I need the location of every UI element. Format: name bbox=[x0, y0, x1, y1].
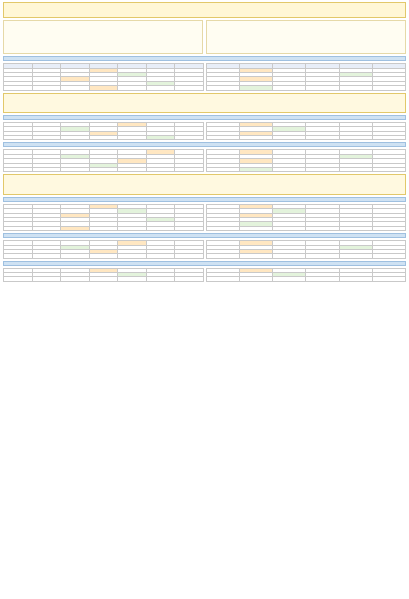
data-table bbox=[206, 268, 407, 282]
right-table-wrap bbox=[206, 63, 407, 90]
intro-line-1 bbox=[7, 6, 402, 10]
table-row bbox=[4, 86, 204, 90]
intro-line-2 bbox=[7, 11, 402, 15]
note-line bbox=[6, 43, 200, 47]
right-table-wrap bbox=[206, 149, 407, 172]
right-table-wrap bbox=[206, 268, 407, 282]
note-line bbox=[209, 23, 403, 27]
table-row bbox=[4, 168, 204, 172]
section-bar bbox=[3, 261, 406, 266]
callout-line bbox=[6, 106, 403, 110]
right-table-wrap bbox=[206, 204, 407, 231]
table-row bbox=[206, 277, 406, 281]
left-table-wrap bbox=[3, 240, 204, 259]
right-table-wrap bbox=[206, 240, 407, 259]
footer-line bbox=[3, 590, 406, 596]
left-table-wrap bbox=[3, 268, 204, 282]
note-line bbox=[209, 27, 403, 31]
note-line bbox=[209, 43, 403, 47]
table-row bbox=[206, 226, 406, 230]
data-table bbox=[3, 149, 204, 172]
section-bar bbox=[3, 56, 406, 61]
notes-block bbox=[3, 20, 406, 54]
note-line bbox=[6, 39, 200, 43]
table-row bbox=[206, 168, 406, 172]
note-line bbox=[209, 31, 403, 35]
table-row-group bbox=[3, 122, 406, 141]
callout-line bbox=[6, 188, 403, 192]
left-table-wrap bbox=[3, 149, 204, 172]
note-line bbox=[6, 48, 200, 52]
data-table bbox=[206, 63, 407, 90]
note-line bbox=[209, 39, 403, 43]
data-table bbox=[206, 122, 407, 141]
note-line bbox=[209, 35, 403, 39]
data-table bbox=[206, 149, 407, 172]
section-bar bbox=[3, 197, 406, 202]
left-table-wrap bbox=[3, 204, 204, 231]
callout-box bbox=[3, 93, 406, 113]
table-row bbox=[4, 254, 204, 258]
notes-left bbox=[3, 20, 203, 54]
data-table bbox=[3, 240, 204, 259]
data-table bbox=[3, 122, 204, 141]
right-table-wrap bbox=[206, 122, 407, 141]
section-bar bbox=[3, 115, 406, 120]
guide-header bbox=[3, 2, 406, 18]
note-line bbox=[6, 23, 200, 27]
data-table bbox=[3, 63, 204, 90]
table-row bbox=[206, 86, 406, 90]
table-row bbox=[4, 226, 204, 230]
table-row bbox=[206, 254, 406, 258]
data-table bbox=[3, 268, 204, 282]
note-line bbox=[209, 48, 403, 52]
callout-box bbox=[3, 174, 406, 194]
note-line bbox=[6, 35, 200, 39]
section-bar bbox=[3, 142, 406, 147]
section-bar bbox=[3, 233, 406, 238]
left-table-wrap bbox=[3, 122, 204, 141]
data-table bbox=[206, 204, 407, 231]
left-table-wrap bbox=[3, 63, 204, 90]
table-row-group bbox=[3, 268, 406, 282]
note-line bbox=[6, 31, 200, 35]
data-table bbox=[3, 204, 204, 231]
table-row bbox=[4, 277, 204, 281]
footer-notes bbox=[3, 575, 406, 597]
data-table bbox=[206, 240, 407, 259]
table-row-group bbox=[3, 149, 406, 172]
note-line bbox=[6, 27, 200, 31]
table-row-group bbox=[3, 240, 406, 259]
table-row bbox=[206, 136, 406, 140]
table-row-group bbox=[3, 63, 406, 90]
notes-right bbox=[206, 20, 406, 54]
table-row-group bbox=[3, 204, 406, 231]
table-row bbox=[4, 136, 204, 140]
